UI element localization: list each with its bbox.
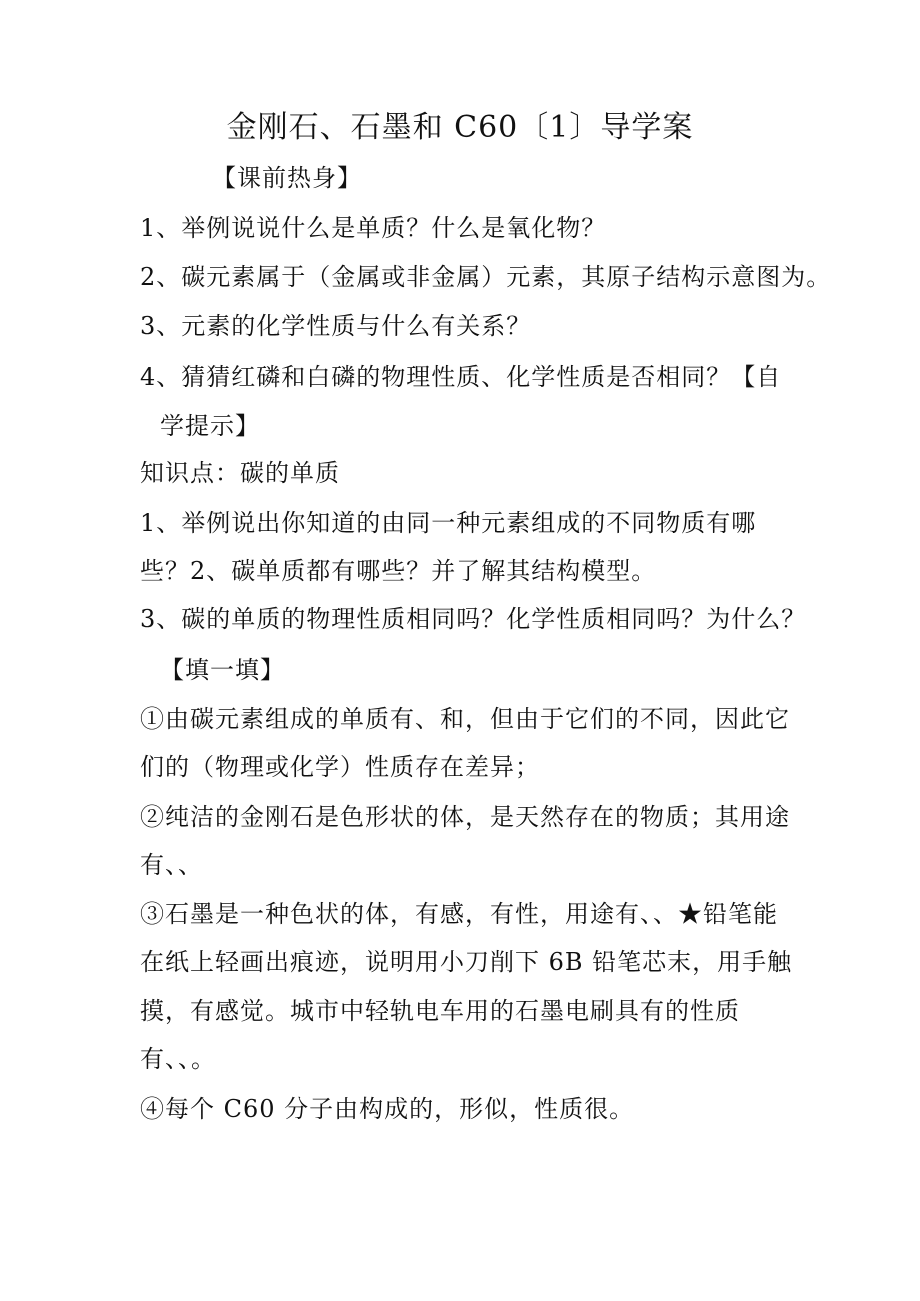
study-question-3: 3、碳的单质的物理性质相同吗？化学性质相同吗？为什么？ (140, 605, 807, 633)
warmup-question-4: 4、猜猜红磷和白磷的物理性质、化学性质是否相同？【自 (140, 363, 782, 391)
study-question-1: 1、举例说出你知道的由同一种元素组成的不同物质有哪 (140, 509, 757, 537)
self-study-heading: 学提示】 (160, 412, 260, 440)
warmup-question-1: 1、举例说说什么是单质？什么是氧化物？ (140, 214, 607, 242)
fill-item-2: ②纯洁的金刚石是色形状的体，是天然存在的物质；其用途 (140, 803, 790, 831)
fill-item-4: ④每个 C60 分子由构成的，形似，性质很。 (140, 1095, 635, 1123)
fill-item-3-cont-1: 在纸上轻画出痕迹，说明用小刀削下 6B 铅笔芯末，用手触 (140, 948, 793, 976)
fill-item-2-cont: 有、、 (140, 851, 203, 879)
document-title: 金刚石、石墨和 C60〔1〕导学案 (226, 110, 694, 145)
fill-item-1: ①由碳元素组成的单质有、和，但由于它们的不同，因此它 (140, 705, 790, 733)
warmup-heading: 【课前热身】 (212, 164, 362, 192)
warmup-question-3: 3、元素的化学性质与什么有关系？ (140, 312, 532, 340)
warmup-question-2: 2、碳元素属于（金属或非金属）元素，其原子结构示意图为。 (140, 263, 832, 291)
fill-item-3: ③石墨是一种色状的体，有感，有性，用途有、、★铅笔能 (140, 900, 778, 928)
fill-heading: 【填一填】 (160, 656, 285, 684)
study-question-1-2: 些？2、碳单质都有哪些？并了解其结构模型。 (140, 557, 657, 585)
fill-item-1-cont: 们的（物理或化学）性质存在差异； (140, 753, 540, 781)
fill-item-3-cont-3: 有、、。 (140, 1045, 216, 1073)
knowledge-point: 知识点：碳的单质 (140, 459, 340, 487)
fill-item-3-cont-2: 摸，有感觉。城市中轻轨电车用的石墨电刷具有的性质 (140, 997, 740, 1025)
